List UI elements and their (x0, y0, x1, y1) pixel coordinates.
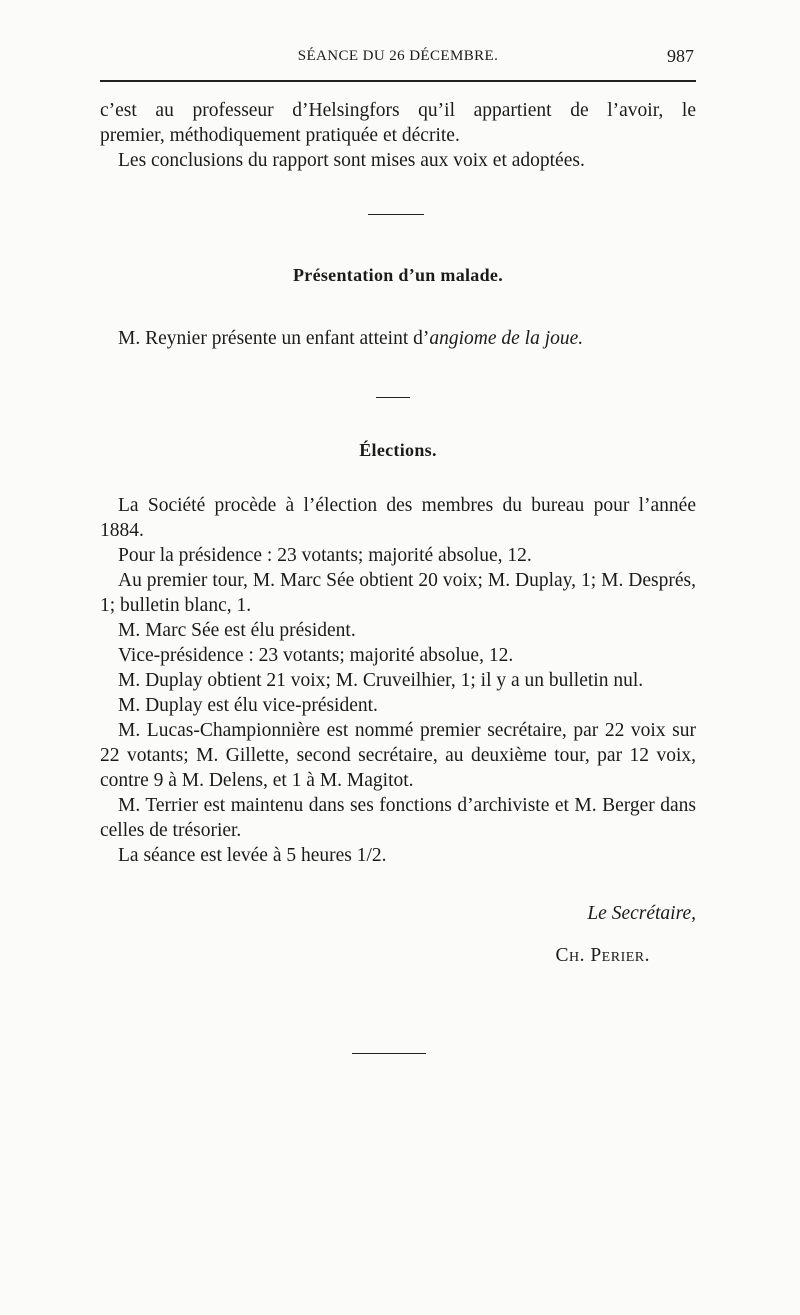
section-divider (376, 397, 410, 398)
conclusions-sentence: Les conclusions du rapport sont mises aux voix et adoptées. (118, 150, 585, 171)
elections-heading: Élections. (359, 440, 437, 460)
presentation-text-roman: M. Reynier présente un enfant atteint d’ (118, 328, 430, 349)
page-number: 987 (667, 46, 694, 66)
elections-paragraph: La séance est levée à 5 heures 1/2. (118, 845, 387, 866)
elections-paragraph: Pour la présidence : 23 votants; majorité absolue, 12. (118, 545, 532, 566)
elections-block (100, 493, 696, 868)
section-divider (368, 214, 424, 215)
end-rule (352, 1053, 426, 1054)
elections-paragraph: M. Marc Sée est élu président. (118, 620, 356, 641)
presentation-text-italic: angiome de la joue. (429, 328, 584, 349)
intro-block (100, 98, 696, 173)
elections-paragraph: Vice-présidence : 23 votants; majorité absolue, 12. (118, 645, 514, 666)
elections-paragraph: M. Duplay est élu vice-président. (118, 695, 378, 716)
running-header (100, 46, 696, 70)
elections-paragraph: M. Terrier est maintenu dans ses fonctions d’archiviste et M. Berger dans celles de trésorier. (100, 795, 696, 841)
intro-line-2: premier, méthodiquement pratiquée et décrite. (100, 125, 460, 146)
elections-paragraph: M. Lucas-Championnière est nommé premier secrétaire, par 22 voix sur 22 votants; M. Gillette, second secrétaire, au deuxième tour, par 12 voix, contre 9 à M. Delens, et 1 à M. Magitot. (100, 720, 696, 791)
elections-paragraph: La Société procède à l’élection des membres du bureau pour l’année 1884. (100, 495, 696, 541)
presentation-heading: Présentation d’un malade. (293, 265, 503, 285)
intro-line-1: c’est au professeur d’Helsingfors qu’il appartient de l’avoir, le (100, 100, 696, 121)
elections-paragraph: M. Duplay obtient 21 voix; M. Cruveilhier, 1; il y a un bulletin nul. (118, 670, 644, 691)
elections-paragraph: Au premier tour, M. Marc Sée obtient 20 voix; M. Duplay, 1; M. Després, 1; bulletin blanc, 1. (100, 570, 696, 616)
signature-role: Le Secrétaire, (587, 903, 696, 924)
signature-name: Ch. Perier. (555, 945, 650, 966)
running-header-title: SÉANCE DU 26 DÉCEMBRE. (297, 48, 499, 64)
presentation-block (100, 326, 696, 351)
header-rule (100, 80, 696, 82)
presentation-text (100, 326, 696, 351)
